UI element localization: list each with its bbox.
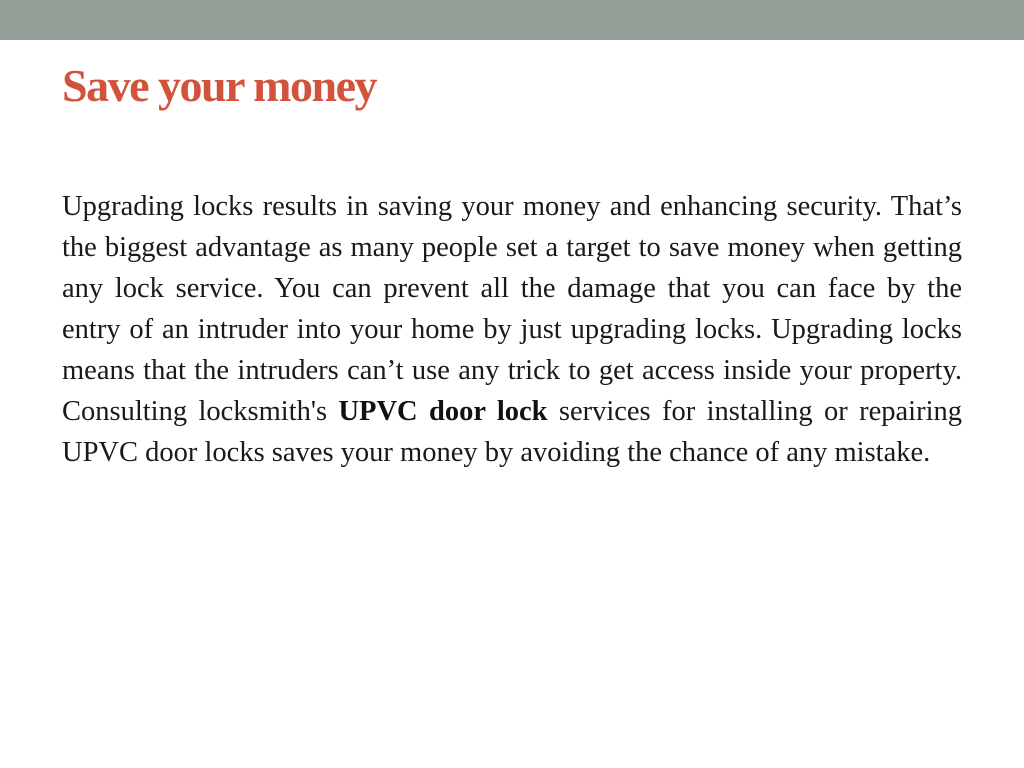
body-text-before-link: Upgrading locks results in saving your money and enhancing security. That’s the biggest advantage as many people set a target to save money when getting any lock service. You can prevent all the damage that you can face by the entry of an intruder into your home by just upgrading locks. Upgrading locks means that the intruders can’t use any trick to get access inside your property. Consulting locksmith's bbox=[62, 191, 962, 427]
upvc-door-lock-link[interactable]: UPVC door lock bbox=[338, 396, 548, 427]
slide-title: Save your money bbox=[62, 60, 376, 111]
body-text-after-link: services for installing or repairing UPVC door locks saves your money by avoiding the chance of any mistake. bbox=[62, 396, 962, 468]
slide-body-paragraph bbox=[62, 186, 962, 473]
top-bar bbox=[0, 0, 1024, 40]
